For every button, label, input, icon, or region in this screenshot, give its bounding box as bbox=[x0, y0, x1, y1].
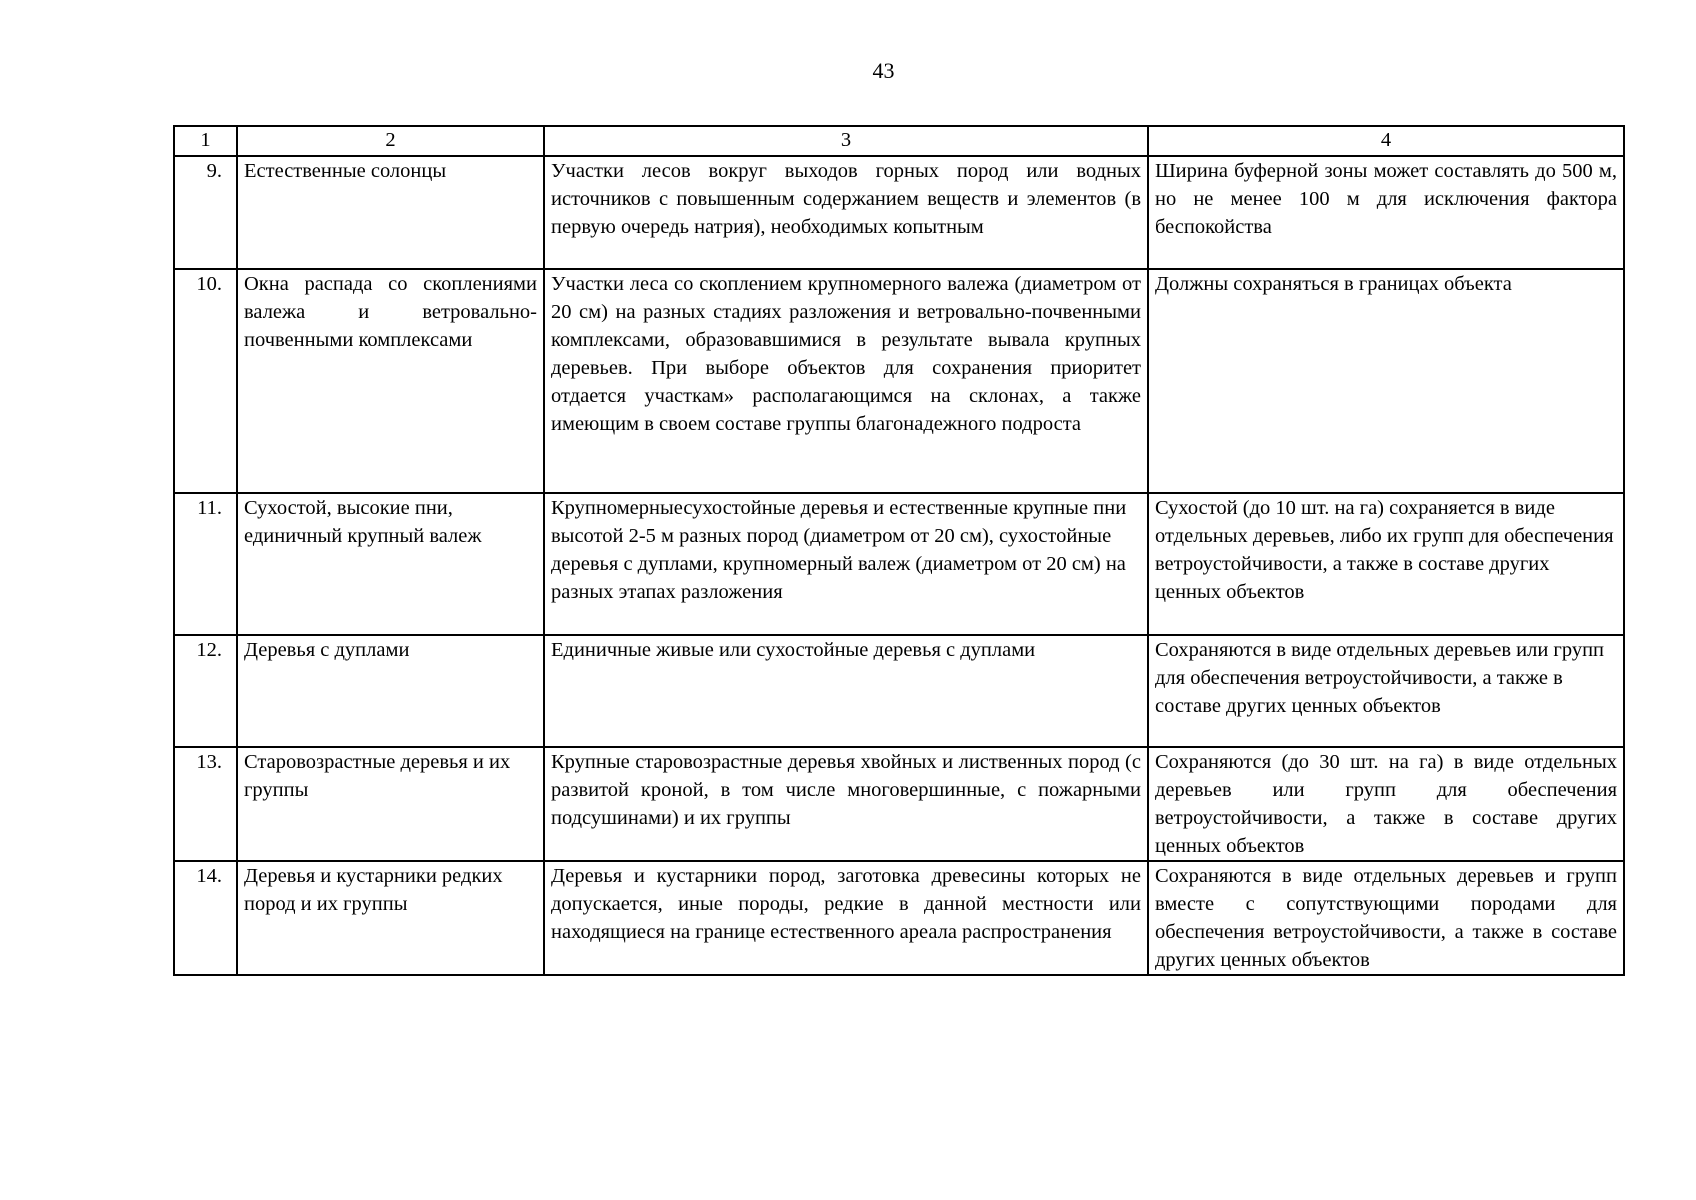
object-name: Деревья и кустарники редких пород и их группы bbox=[237, 861, 544, 975]
column-header-4: 4 bbox=[1148, 126, 1624, 156]
row-number: 12. bbox=[174, 635, 237, 747]
object-description: Крупные старовозрастные деревья хвойных и лиственных пород (с развитой кроной, в том числе многовершинные, с пожарными подсушинами) и их группы bbox=[544, 747, 1148, 861]
object-name: Сухостой, высокие пни, единичный крупный валеж bbox=[237, 493, 544, 635]
object-requirement: Должны сохраняться в границах объекта bbox=[1148, 269, 1624, 493]
row-number: 10. bbox=[174, 269, 237, 493]
table-row bbox=[174, 493, 1624, 635]
object-description: Участки леса со скоплением крупномерного валежа (диаметром от 20 см) на разных стадиях разложения и ветровально-почвенными комплексами, образовавшимися в результате вывала крупных деревьев. При выборе объектов для сохранения приоритет отдается участкам» располагающимся на склонах, а также имеющим в своем составе группы благонадежного подроста bbox=[544, 269, 1148, 493]
table-row bbox=[174, 156, 1624, 269]
object-description: Участки лесов вокруг выходов горных пород или водных источников с повышенным содержанием веществ и элементов (в первую очередь натрия), необходимых копытным bbox=[544, 156, 1148, 269]
row-number: 11. bbox=[174, 493, 237, 635]
object-requirement: Сохраняются (до 30 шт. на га) в виде отдельных деревьев или групп для обеспечения ветроустойчивости, а также в составе других ценных объектов bbox=[1148, 747, 1624, 861]
object-name: Естественные солонцы bbox=[237, 156, 544, 269]
object-description: Деревья и кустарники пород, заготовка древесины которых не допускается, иные породы, редкие в данной местности или находящиеся на границе естественного ареала распространения bbox=[544, 861, 1148, 975]
object-requirement: Сохраняются в виде отдельных деревьев и групп вместе с сопутствующими породами для обеспечения ветроустойчивости, а также в составе других ценных объектов bbox=[1148, 861, 1624, 975]
row-number: 14. bbox=[174, 861, 237, 975]
object-requirement: Сохраняются в виде отдельных деревьев или групп для обеспечения ветроустойчивости, а также в составе других ценных объектов bbox=[1148, 635, 1624, 747]
table-row bbox=[174, 635, 1624, 747]
object-name: Деревья с дуплами bbox=[237, 635, 544, 747]
table-row bbox=[174, 861, 1624, 975]
row-number: 9. bbox=[174, 156, 237, 269]
row-number: 13. bbox=[174, 747, 237, 861]
object-description: Крупномерныесухостойные деревья и естественные крупные пни высотой 2-5 м разных пород (диаметром от 20 см), сухостойные деревья с дуплами, крупномерный валеж (диаметром от 20 см) на разных этапах разложения bbox=[544, 493, 1148, 635]
column-header-3: 3 bbox=[544, 126, 1148, 156]
object-description: Единичные живые или сухостойные деревья с дуплами bbox=[544, 635, 1148, 747]
objects-table bbox=[173, 125, 1625, 976]
object-requirement: Ширина буферной зоны может составлять до 500 м, но не менее 100 м для исключения фактора беспокойства bbox=[1148, 156, 1624, 269]
object-name: Окна распада со скоплениями валежа и ветровально-почвенными комплексами bbox=[237, 269, 544, 493]
table-header-row bbox=[174, 126, 1624, 156]
table-row bbox=[174, 269, 1624, 493]
table-row bbox=[174, 747, 1624, 861]
object-name: Старовозрастные деревья и их группы bbox=[237, 747, 544, 861]
object-requirement: Сухостой (до 10 шт. на га) сохраняется в виде отдельных деревьев, либо их групп для обеспечения ветроустойчивости, а также в составе других ценных объектов bbox=[1148, 493, 1624, 635]
column-header-2: 2 bbox=[237, 126, 544, 156]
page-number: 43 bbox=[872, 58, 895, 83]
column-header-1: 1 bbox=[174, 126, 237, 156]
